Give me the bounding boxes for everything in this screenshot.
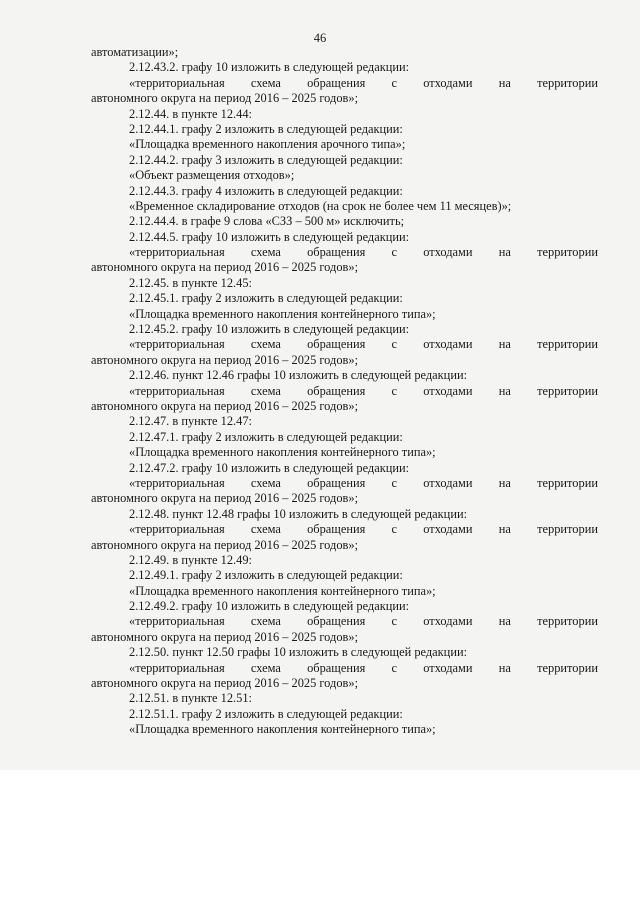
text-word: «территориальная (129, 614, 225, 629)
text-line: 2.12.47. в пункте 12.47: (129, 414, 252, 429)
text-line (91, 337, 598, 352)
text-word: территории (537, 475, 598, 490)
text-line: 2.12.45.2. графу 10 изложить в следующей редакции: (129, 322, 410, 337)
text-word: территории (537, 522, 598, 537)
text-line: 2.12.44.3. графу 4 изложить в следующей редакции: (129, 183, 403, 198)
text-line: «Объект размещения отходов»; (129, 168, 295, 183)
text-line (91, 661, 598, 676)
text-word: с (391, 660, 398, 675)
text-word: территории (537, 614, 598, 629)
text-word: обращения (307, 522, 366, 537)
document-body (91, 45, 598, 738)
text-word: отходами (423, 75, 473, 90)
text-line (91, 476, 598, 491)
text-line: автономного округа на период 2016 – 2025 годов»; (91, 91, 359, 106)
text-line: автономного округа на период 2016 – 2025 годов»; (91, 676, 359, 691)
text-word: обращения (307, 245, 366, 260)
text-word: с (391, 522, 398, 537)
text-word: схема (250, 337, 281, 352)
text-line (91, 522, 598, 537)
text-line: «Площадка временного накопления арочного типа»; (129, 137, 406, 152)
text-line: «Площадка временного накопления контейнерного типа»; (129, 445, 436, 460)
text-line: 2.12.47.1. графу 2 изложить в следующей редакции: (129, 429, 403, 444)
text-word: с (391, 614, 398, 629)
text-line: «Площадка временного накопления контейнерного типа»; (129, 722, 436, 737)
text-word: на (498, 75, 511, 90)
blank-margin (0, 770, 640, 905)
text-word: отходами (423, 614, 473, 629)
text-line (91, 245, 598, 260)
text-word: с (391, 245, 398, 260)
text-line: «Площадка временного накопления контейнерного типа»; (129, 306, 436, 321)
text-word: отходами (423, 337, 473, 352)
text-word: на (498, 383, 511, 398)
page-number: 46 (313, 31, 327, 45)
text-word: схема (250, 75, 281, 90)
text-word: с (391, 383, 398, 398)
text-line: 2.12.46. пункт 12.46 графы 10 изложить в следующей редакции: (129, 368, 468, 383)
text-word: обращения (307, 337, 366, 352)
text-line: автоматизации»; (91, 45, 179, 59)
text-word: территории (537, 245, 598, 260)
text-line: 2.12.44.5. графу 10 изложить в следующей редакции: (129, 229, 410, 244)
text-line: 2.12.51.1. графу 2 изложить в следующей редакции: (129, 706, 403, 721)
text-word: отходами (423, 522, 473, 537)
text-word: «территориальная (129, 75, 225, 90)
text-word: на (498, 522, 511, 537)
text-word: с (391, 475, 398, 490)
text-word: обращения (307, 75, 366, 90)
text-word: территории (537, 75, 598, 90)
text-line: автономного округа на период 2016 – 2025 годов»; (91, 352, 359, 367)
text-line: автономного округа на период 2016 – 2025 годов»; (91, 260, 359, 275)
text-line: автономного округа на период 2016 – 2025 годов»; (91, 537, 359, 552)
text-word: с (391, 337, 398, 352)
text-word: на (498, 614, 511, 629)
text-word: на (498, 475, 511, 490)
text-line: 2.12.49.2. графу 10 изложить в следующей редакции: (129, 599, 410, 614)
text-line: 2.12.49. в пункте 12.49: (129, 552, 252, 567)
text-word: обращения (307, 614, 366, 629)
text-word: схема (250, 522, 281, 537)
text-word: схема (250, 383, 281, 398)
text-line: 2.12.47.2. графу 10 изложить в следующей редакции: (129, 460, 410, 475)
text-line: 2.12.50. пункт 12.50 графы 10 изложить в следующей редакции: (129, 645, 468, 660)
text-line: 2.12.45. в пункте 12.45: (129, 275, 252, 290)
text-word: территории (537, 660, 598, 675)
text-line: 2.12.48. пункт 12.48 графы 10 изложить в следующей редакции: (129, 506, 468, 521)
text-word: обращения (307, 475, 366, 490)
text-word: отходами (423, 660, 473, 675)
text-word: на (498, 245, 511, 260)
text-line: автономного округа на период 2016 – 2025 годов»; (91, 398, 359, 413)
text-line (91, 384, 598, 399)
text-word: обращения (307, 660, 366, 675)
text-word: отходами (423, 245, 473, 260)
text-line (91, 76, 598, 91)
text-line (91, 614, 598, 629)
text-word: отходами (423, 383, 473, 398)
text-line: 2.12.44.1. графу 2 изложить в следующей редакции: (129, 121, 403, 136)
text-line: 2.12.43.2. графу 10 изложить в следующей редакции: (129, 60, 410, 75)
text-word: «территориальная (129, 475, 225, 490)
text-word: схема (250, 475, 281, 490)
text-word: с (391, 75, 398, 90)
text-line: «Площадка временного накопления контейнерного типа»; (129, 583, 436, 598)
text-word: территории (537, 383, 598, 398)
text-line: 2.12.44.2. графу 3 изложить в следующей редакции: (129, 152, 403, 167)
text-line: 2.12.49.1. графу 2 изложить в следующей редакции: (129, 568, 403, 583)
text-word: «территориальная (129, 383, 225, 398)
text-word: отходами (423, 475, 473, 490)
text-word: схема (250, 614, 281, 629)
text-line: 2.12.44. в пункте 12.44: (129, 106, 252, 121)
text-line: автономного округа на период 2016 – 2025 годов»; (91, 491, 359, 506)
text-word: обращения (307, 383, 366, 398)
text-word: «территориальная (129, 522, 225, 537)
text-word: «территориальная (129, 337, 225, 352)
text-line: «Временное складирование отходов (на срок не более чем 11 месяцев)»; (129, 198, 512, 213)
text-line: 2.12.45.1. графу 2 изложить в следующей редакции: (129, 291, 403, 306)
text-word: «территориальная (129, 245, 225, 260)
text-word: схема (250, 245, 281, 260)
text-word: «территориальная (129, 660, 225, 675)
text-line: 2.12.51. в пункте 12.51: (129, 691, 252, 706)
text-word: на (498, 660, 511, 675)
text-line: автономного округа на период 2016 – 2025 годов»; (91, 629, 359, 644)
text-word: схема (250, 660, 281, 675)
text-word: на (498, 337, 511, 352)
text-word: территории (537, 337, 598, 352)
text-line: 2.12.44.4. в графе 9 слова «СЗЗ – 500 м» исключить; (129, 214, 405, 229)
